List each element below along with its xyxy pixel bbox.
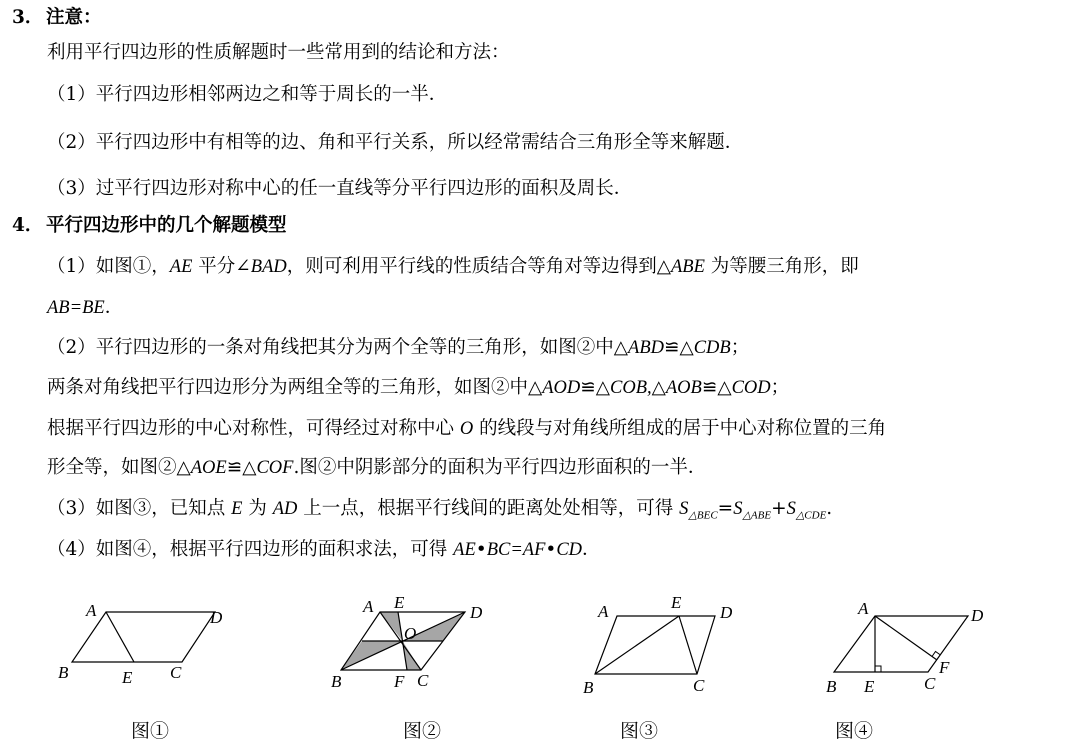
model-4-text	[47, 538, 601, 562]
section-3-item-3: （3）过平行四边形对称中心的任一直线等分平行四边形的面积及周长．	[47, 178, 633, 199]
text-run: ≌△	[226, 457, 257, 478]
text-run: S	[786, 499, 796, 519]
text-run: 形全等，如图②△	[47, 457, 191, 478]
fig2-label-a: A	[363, 597, 374, 616]
text-run: 为等腰三角形，即	[704, 256, 859, 277]
text-run: AB=BE	[47, 298, 105, 318]
text-run: AOB	[665, 378, 702, 398]
text-run: CD	[556, 540, 583, 560]
model-2-diagonals	[47, 376, 789, 400]
figure-2-caption: 图②	[403, 720, 442, 742]
text-run: CDB	[693, 338, 731, 358]
fig2-label-b: B	[331, 672, 342, 691]
figure-2	[325, 590, 495, 700]
figure-4	[820, 590, 1010, 700]
text-run: .图②中阴影部分的面积为平行四边形面积的一半．	[293, 457, 707, 478]
model-2-symmetry	[47, 417, 886, 441]
fig1-label-d: D	[210, 608, 223, 627]
text-run: COF	[256, 458, 294, 478]
text-run: ．	[582, 539, 601, 560]
text-run: 的线段与对角线所组成的居于中心对称位置的三角	[473, 418, 887, 439]
fig2-label-f: F	[394, 672, 405, 691]
fig4-right-angle-e	[875, 666, 881, 672]
fig1-label-e: E	[122, 668, 133, 687]
text-run: COD	[731, 378, 771, 398]
text-run: △CDE	[795, 509, 827, 522]
fig2-label-e: E	[394, 593, 405, 612]
text-run: ≌△	[701, 377, 732, 398]
text-run: E	[231, 499, 243, 519]
model-3-text	[47, 497, 832, 528]
text-run: （2）平行四边形的一条对角线把其分为两个全等的三角形，如图②中△	[47, 337, 629, 358]
text-run: 为	[242, 498, 273, 519]
fig3-label-b: B	[583, 678, 594, 697]
fig1-label-a: A	[86, 601, 97, 620]
text-run: 平分∠	[192, 256, 251, 277]
figure-1	[50, 590, 240, 700]
fig2-label-d: D	[470, 603, 483, 622]
fig4-label-f: F	[939, 658, 950, 677]
text-run: ABD	[628, 338, 664, 358]
text-run: ；	[730, 337, 750, 358]
text-run: ，则可利用平行线的性质结合等角对等边得到△	[286, 256, 671, 277]
text-run: 根据平行四边形的中心对称性，可得经过对称中心	[47, 418, 460, 439]
text-run: =	[717, 498, 734, 519]
section-4-heading	[12, 214, 287, 238]
fig3-segment-ce	[679, 616, 697, 674]
fig3-label-d: D	[720, 603, 733, 622]
fig4-altitude-af	[875, 616, 937, 660]
figure-3	[575, 590, 765, 700]
fig4-label-a: A	[858, 599, 869, 618]
text-run: COB,	[610, 378, 652, 398]
text-run: •	[475, 539, 487, 560]
text-run: AE	[453, 540, 476, 560]
fig1-label-c: C	[170, 663, 182, 682]
figure-1-caption: 图①	[131, 720, 170, 742]
text-run: ．	[104, 297, 124, 318]
text-run: AOD	[542, 378, 581, 398]
section-3-intro: 利用平行四边形的性质解题时一些常用到的结论和方法：	[47, 42, 510, 63]
text-run: S	[679, 499, 689, 519]
section-3-heading	[12, 6, 102, 30]
text-run: ；	[770, 377, 790, 398]
text-run: ≌△	[663, 337, 694, 358]
text-run: （4）如图④，根据平行四边形的面积求法，可得	[47, 539, 454, 560]
fig3-label-e: E	[671, 593, 682, 612]
fig1-label-b: B	[58, 663, 69, 682]
text-run: .	[826, 498, 833, 519]
text-run: △	[651, 377, 666, 398]
fig4-label-c: C	[924, 674, 936, 693]
text-run: （3）如图③，已知点	[47, 498, 232, 519]
fig3-parallelogram	[595, 616, 715, 674]
model-2-shaded	[47, 456, 706, 480]
fig2-label-o: O	[404, 624, 417, 643]
fig3-segment-be	[595, 616, 679, 674]
figure-4-caption: 图④	[835, 720, 874, 742]
fig3-label-c: C	[693, 676, 705, 695]
text-run: ABE	[670, 257, 705, 277]
section-3-item-1: （1）平行四边形相邻两边之和等于周长的一半．	[47, 84, 448, 105]
text-run: 上一点，根据平行线间的距离处处相等，可得	[297, 498, 680, 519]
fig3-label-a: A	[598, 602, 609, 621]
model-1-conclusion	[47, 296, 123, 320]
fig4-label-d: D	[971, 606, 984, 625]
text-run: （1）如图①，	[47, 256, 170, 277]
text-run: •	[545, 539, 557, 560]
text-run: 平行四边形中的几个解题模型	[46, 215, 287, 236]
model-1-text	[47, 255, 859, 279]
fig4-label-b: B	[826, 677, 837, 696]
text-run: AOE	[190, 458, 227, 478]
model-2-text	[47, 336, 749, 360]
text-run: 注意：	[46, 7, 102, 28]
text-run: AD	[272, 499, 298, 519]
figure-3-caption: 图③	[620, 720, 659, 742]
text-run: AE	[169, 257, 193, 277]
text-run: S	[733, 499, 743, 519]
text-run: △ABE	[742, 509, 772, 522]
text-run: BAD	[250, 257, 287, 277]
fig4-label-e: E	[864, 677, 875, 696]
fig2-label-c: C	[417, 671, 429, 690]
text-run: O	[459, 419, 474, 439]
text-run: 两条对角线把平行四边形分为两组全等的三角形，如图②中△	[47, 377, 543, 398]
text-run: △BEC	[688, 509, 718, 522]
text-run: 4．	[12, 215, 44, 236]
text-run: +	[771, 498, 787, 519]
text-run: BC=AF	[486, 540, 546, 560]
fig1-bisector-ae	[106, 612, 134, 662]
section-3-item-2: （2）平行四边形中有相等的边、角和平行关系，所以经常需结合三角形全等来解题．	[47, 132, 744, 153]
text-run: 3．	[12, 7, 44, 28]
text-run: ≌△	[580, 377, 610, 398]
